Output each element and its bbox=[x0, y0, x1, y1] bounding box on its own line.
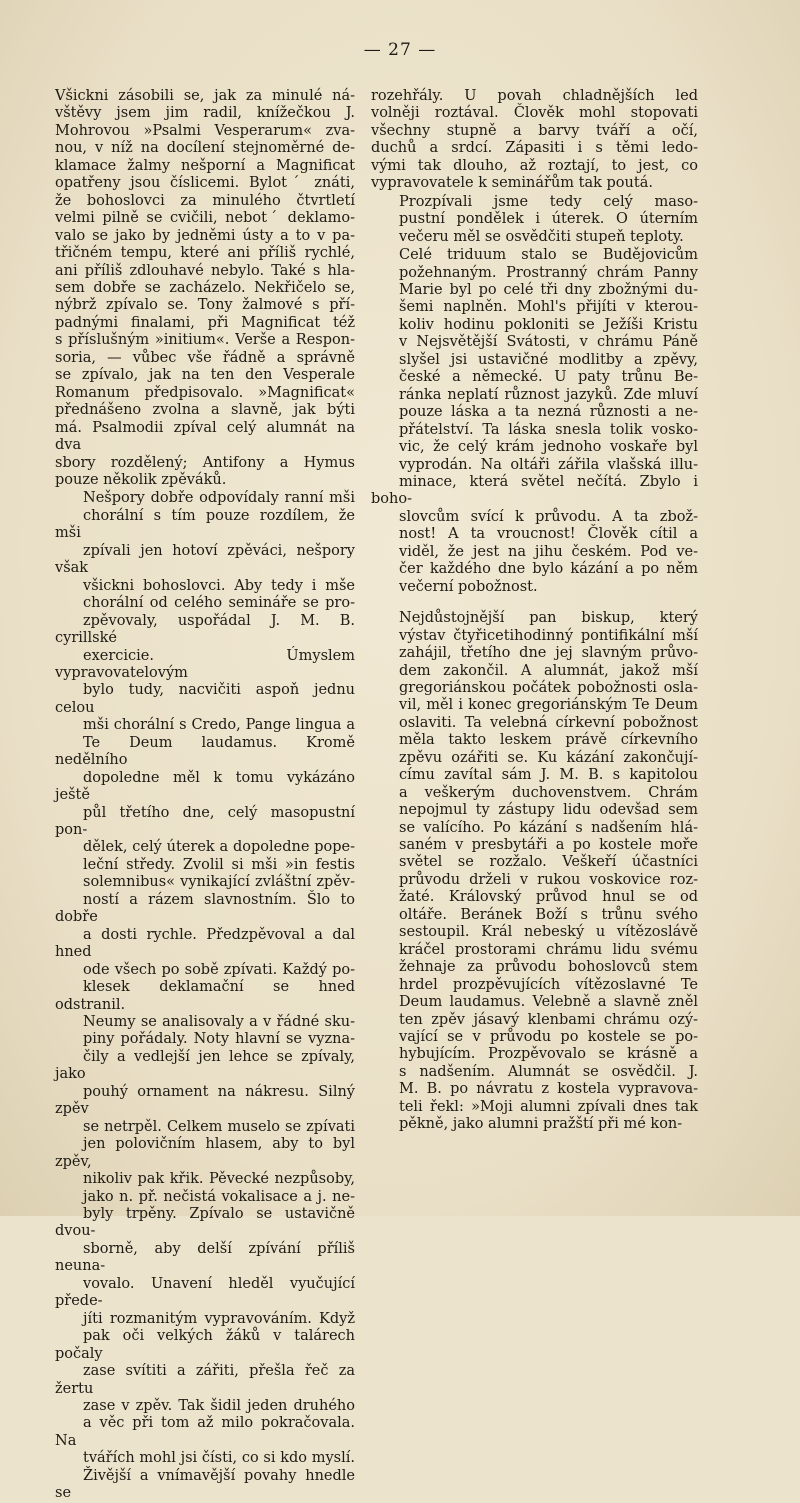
text-line: vypravovatele k seminářům tak poutá. bbox=[371, 175, 653, 192]
text-line: čer každého dne bylo kázání a po něm bbox=[399, 561, 698, 578]
text-line: se zpívalo, jak na ten den Vesperale bbox=[55, 367, 355, 384]
text-line: všickni bohoslovci. Aby tedy i mše bbox=[83, 577, 355, 594]
text-line: volněji roztával. Člověk mohl stopovati bbox=[371, 105, 698, 122]
text-line: a věc při tom až milo pokračovala. Na bbox=[55, 1415, 355, 1449]
text-line: ností a rázem slavnostním. Šlo to dobře bbox=[55, 891, 355, 926]
text-line: žehnaje za průvodu bohoslovců stem bbox=[399, 959, 698, 976]
text-line: Nešpory dobře odpovídaly ranní mši bbox=[83, 490, 355, 507]
text-line: ránka neplatí různost jazyků. Zde mluví bbox=[399, 386, 698, 403]
text-line: jako n. př. nečistá vokalisace a j. ne- bbox=[83, 1188, 355, 1205]
text-line: rozehřály. U povah chladnějších led bbox=[371, 88, 698, 104]
text-line: hybujícím. Prozpěvovalo se krásně a bbox=[399, 1046, 698, 1063]
text-line: se valícího. Po kázání s nadšením hlá- bbox=[399, 819, 698, 836]
text-line: M. B. po návratu z kostela vypravova- bbox=[399, 1081, 698, 1098]
text-line: sborně, aby delší zpívání příliš neuna- bbox=[55, 1240, 355, 1275]
text-line: Deum laudamus. Velebně a slavně zněl bbox=[399, 994, 698, 1011]
text-line: velmi pilně se cvičili, nebotˊ deklamo- bbox=[55, 210, 355, 227]
text-line: byly trpěny. Zpívalo se ustavičně dvou- bbox=[55, 1206, 355, 1240]
text-line: Neumy se analisovaly a v řádné sku- bbox=[83, 1014, 355, 1031]
paragraph bbox=[55, 490, 355, 1502]
text-line: chorální od celého semináře se pro- bbox=[83, 595, 355, 612]
text-line: výstav čtyřicetihodinný pontifikální mší bbox=[399, 627, 698, 644]
text-line: sem dobře se zacházelo. Nekřičelo se, bbox=[55, 279, 355, 296]
text-line: pak oči velkých žáků v talárech počaly bbox=[55, 1328, 355, 1362]
text-line: vyprodán. Na oltáři zářila vlašská illu- bbox=[399, 456, 698, 473]
text-line: večeru měl se osvědčiti stupeň teploty. bbox=[399, 228, 684, 245]
text-line: světel se rozžalo. Veškeří účastníci bbox=[399, 854, 698, 871]
column-gutter bbox=[362, 95, 363, 1125]
text-line: nepojmul ty zástupy lidu odevšad sem bbox=[399, 802, 698, 819]
text-line: se netrpěl. Celkem muselo se zpívati bbox=[83, 1118, 355, 1135]
text-line: vic, že celý krám jednoho voskaře byl bbox=[399, 439, 698, 456]
text-line: tvářích mohl jsi čísti, co si kdo myslí. bbox=[83, 1450, 355, 1467]
text-line: dem zakončil. A alumnát, jakož mší bbox=[399, 662, 698, 679]
text-line: chorální s tím pouze rozdílem, že mši bbox=[55, 507, 355, 542]
text-line: vil, měl i konec gregoriánským Te Deum bbox=[399, 697, 698, 714]
text-line: piny pořádaly. Noty hlavní se vyzna- bbox=[83, 1031, 355, 1048]
left-text-column bbox=[55, 88, 355, 1503]
text-line: ani příliš zdlouhavé nebylo. Také s hla- bbox=[55, 262, 355, 279]
text-line: sbory rozdělený; Antifony a Hymus bbox=[55, 454, 355, 471]
text-line: vštěvy jsem jim radil, knížečkou J. bbox=[55, 105, 355, 122]
text-line: třičném tempu, které ani příliš rychlé, bbox=[55, 245, 355, 262]
text-line: kráčel prostorami chrámu lidu svému bbox=[399, 941, 698, 958]
text-line: exercicie. Úmyslem vypravovatelovým bbox=[55, 647, 355, 681]
text-line: opatřeny jsou číslicemi. Bylotˊ znáti, bbox=[55, 175, 355, 192]
text-line: nou, v níž na docílení stejnoměrné de- bbox=[55, 140, 355, 157]
text-line: hrdel prozpěvujících vítězoslavné Te bbox=[399, 976, 698, 993]
text-line: dopoledne měl k tomu vykázáno ještě bbox=[55, 769, 355, 804]
text-line: pouhý ornament na nákresu. Silný zpěv bbox=[55, 1083, 355, 1118]
right-text-column bbox=[371, 88, 698, 1134]
text-line: české a německé. U paty trůnu Be- bbox=[399, 369, 698, 386]
text-line: a veškerým duchovenstvem. Chrám bbox=[399, 784, 698, 801]
text-line: címu zavítal sám J. M. B. s kapitolou bbox=[399, 767, 698, 784]
text-line: žaté. Královský průvod hnul se od bbox=[399, 889, 698, 906]
text-line: slovcům svící k průvodu. A ta zbož- bbox=[399, 508, 698, 525]
text-line: Celé triduum stalo se Budějovicům bbox=[399, 247, 698, 264]
text-line: průvodu drželi v rukou voskovice roz- bbox=[399, 871, 698, 888]
text-line: Romanum předpisovalo. »Magnificat« bbox=[55, 384, 355, 401]
paragraph bbox=[55, 88, 355, 489]
text-line: Marie byl po celé tři dny zbožnými du- bbox=[399, 281, 698, 298]
text-line: teli řekl: »Moji alumni zpívali dnes tak bbox=[399, 1098, 698, 1115]
text-line: šemi naplněn. Mohl's přijíti v kterou- bbox=[399, 299, 698, 316]
text-line: že bohoslovci za minulého čtvrtletí bbox=[55, 192, 355, 209]
text-line: oslaviti. Ta velebná církevní pobožnost bbox=[399, 714, 698, 731]
text-line: dělek, celý úterek a dopoledne pope- bbox=[83, 839, 355, 856]
text-line: koliv hodinu pokloniti se Ježíši Kristu bbox=[399, 316, 698, 333]
paragraph bbox=[371, 610, 698, 1134]
text-line: zahájil, třetího dne jej slavným průvo- bbox=[399, 645, 698, 662]
text-line: v Nejsvětější Svátosti, v chrámu Páně bbox=[399, 334, 698, 351]
paragraph bbox=[371, 194, 698, 246]
text-line: klamace žalmy nešporní a Magnificat bbox=[55, 157, 355, 174]
text-line: pouze láska a ta nezná různosti a ne- bbox=[399, 404, 698, 421]
text-line: Živější a vnímavější povahy hnedle se bbox=[55, 1467, 355, 1502]
text-line: půl třetího dne, celý masopustní pon- bbox=[55, 804, 355, 839]
text-line: vající se v průvodu po kostele se po- bbox=[399, 1029, 698, 1046]
text-line: nikoliv pak křik. Pěvecké nezpůsoby, bbox=[83, 1171, 355, 1188]
text-line: padnými finalami, při Magnificat též bbox=[55, 314, 355, 331]
page-number: — 27 — bbox=[363, 40, 437, 60]
text-line: gregoriánskou počátek pobožnosti osla- bbox=[399, 679, 698, 696]
text-line: nýbrž zpívalo se. Tony žalmové s pří- bbox=[55, 297, 355, 314]
text-line: Všickni zásobili se, jak za minulé ná- bbox=[55, 88, 355, 104]
text-line: leční středy. Zvolil si mši »in festis bbox=[83, 856, 355, 873]
text-line: Prozpívali jsme tedy celý maso- bbox=[399, 193, 698, 210]
text-line: ten zpěv jásavý klenbami chrámu ozý- bbox=[399, 1011, 698, 1028]
text-line: přednášeno zvolna a slavně, jak býti bbox=[55, 402, 355, 419]
text-line: Mohrovou »Psalmi Vesperarum« zva- bbox=[55, 122, 355, 139]
text-line: mši chorální s Credo, Pange lingua a bbox=[83, 717, 355, 734]
text-line: pustní pondělek i úterek. O úterním bbox=[399, 211, 698, 228]
text-line: má. Psalmodii zpíval celý alumnát na dva bbox=[55, 419, 355, 454]
text-line: zpěvu ozářiti se. Ku kázání zakončují- bbox=[399, 749, 698, 766]
text-line: všechny stupně a barvy tváří a očí, bbox=[371, 122, 698, 139]
text-line: viděl, že jest na jihu českém. Pod ve- bbox=[399, 543, 698, 560]
text-line: jíti rozmanitým vypravováním. Když bbox=[83, 1310, 355, 1327]
paragraph bbox=[371, 247, 698, 596]
text-line: pouze několik zpěváků. bbox=[55, 471, 227, 488]
text-line: sestoupil. Král nebeský u vítězoslávě bbox=[399, 924, 698, 941]
text-line: požehnaným. Prostranný chrám Panny bbox=[399, 264, 698, 281]
text-line: slyšel jsi ustavičné modlitby a zpěvy, bbox=[399, 351, 698, 368]
text-line: minace, která světel nečítá. Zbylo i boho- bbox=[371, 473, 698, 508]
text-line: zpívali jen hotoví zpěváci, nešpory však bbox=[55, 542, 355, 577]
text-line: pěkně, jako alumni pražští při mé kon- bbox=[399, 1116, 683, 1133]
text-line: ode všech po sobě zpívati. Každý po- bbox=[83, 961, 355, 978]
paragraph bbox=[371, 88, 698, 193]
text-line: duchů a srdcí. Zápasiti i s těmi ledo- bbox=[371, 140, 698, 157]
text-line: saném v presbytáři a po kostele moře bbox=[399, 837, 698, 854]
text-line: vými tak dlouho, až roztají, to jest, co bbox=[371, 157, 698, 174]
text-line: večerní pobožnost. bbox=[399, 578, 538, 595]
text-line: zase svítiti a zářiti, přešla řeč za žertu bbox=[55, 1363, 355, 1397]
text-line: klesek deklamační se hned odstranil. bbox=[55, 979, 355, 1013]
text-line: vovalo. Unavení hleděl vyučující přede- bbox=[55, 1275, 355, 1310]
text-line: s nadšením. Alumnát se osvědčil. J. bbox=[399, 1063, 698, 1080]
text-line: čily a vedlejší jen lehce se zpívaly, jako bbox=[55, 1048, 355, 1083]
text-line: Nejdůstojnější pan biskup, který bbox=[399, 610, 698, 627]
text-line: měla takto leskem právě církevního bbox=[399, 732, 698, 749]
text-line: zase v zpěv. Tak šidil jeden druhého bbox=[83, 1397, 355, 1414]
text-line: s příslušným »initium«. Verše a Respon- bbox=[55, 332, 355, 349]
text-line: Te Deum laudamus. Kromě nedělního bbox=[55, 734, 355, 769]
text-line: nost! A ta vroucnost! Člověk cítil a bbox=[399, 526, 698, 543]
text-line: přátelství. Ta láska snesla tolik vosko- bbox=[399, 421, 698, 438]
text-line: valo se jako by jedněmi ústy a to v pa- bbox=[55, 227, 355, 244]
text-line: soria, — vůbec vše řádně a správně bbox=[55, 349, 355, 366]
text-line: oltáře. Beránek Boží s trůnu svého bbox=[399, 906, 698, 923]
text-line: solemnibus« vynikající zvláštní zpěv- bbox=[83, 874, 355, 891]
text-line: a dosti rychle. Předzpěvoval a dal hned bbox=[55, 926, 355, 961]
text-line: jen polovičním hlasem, aby to byl zpěv, bbox=[55, 1136, 355, 1170]
text-line: zpěvovaly, uspořádal J. M. B. cyrillské bbox=[55, 612, 355, 647]
text-line: bylo tudy, nacvičiti aspoň jednu celou bbox=[55, 682, 355, 716]
